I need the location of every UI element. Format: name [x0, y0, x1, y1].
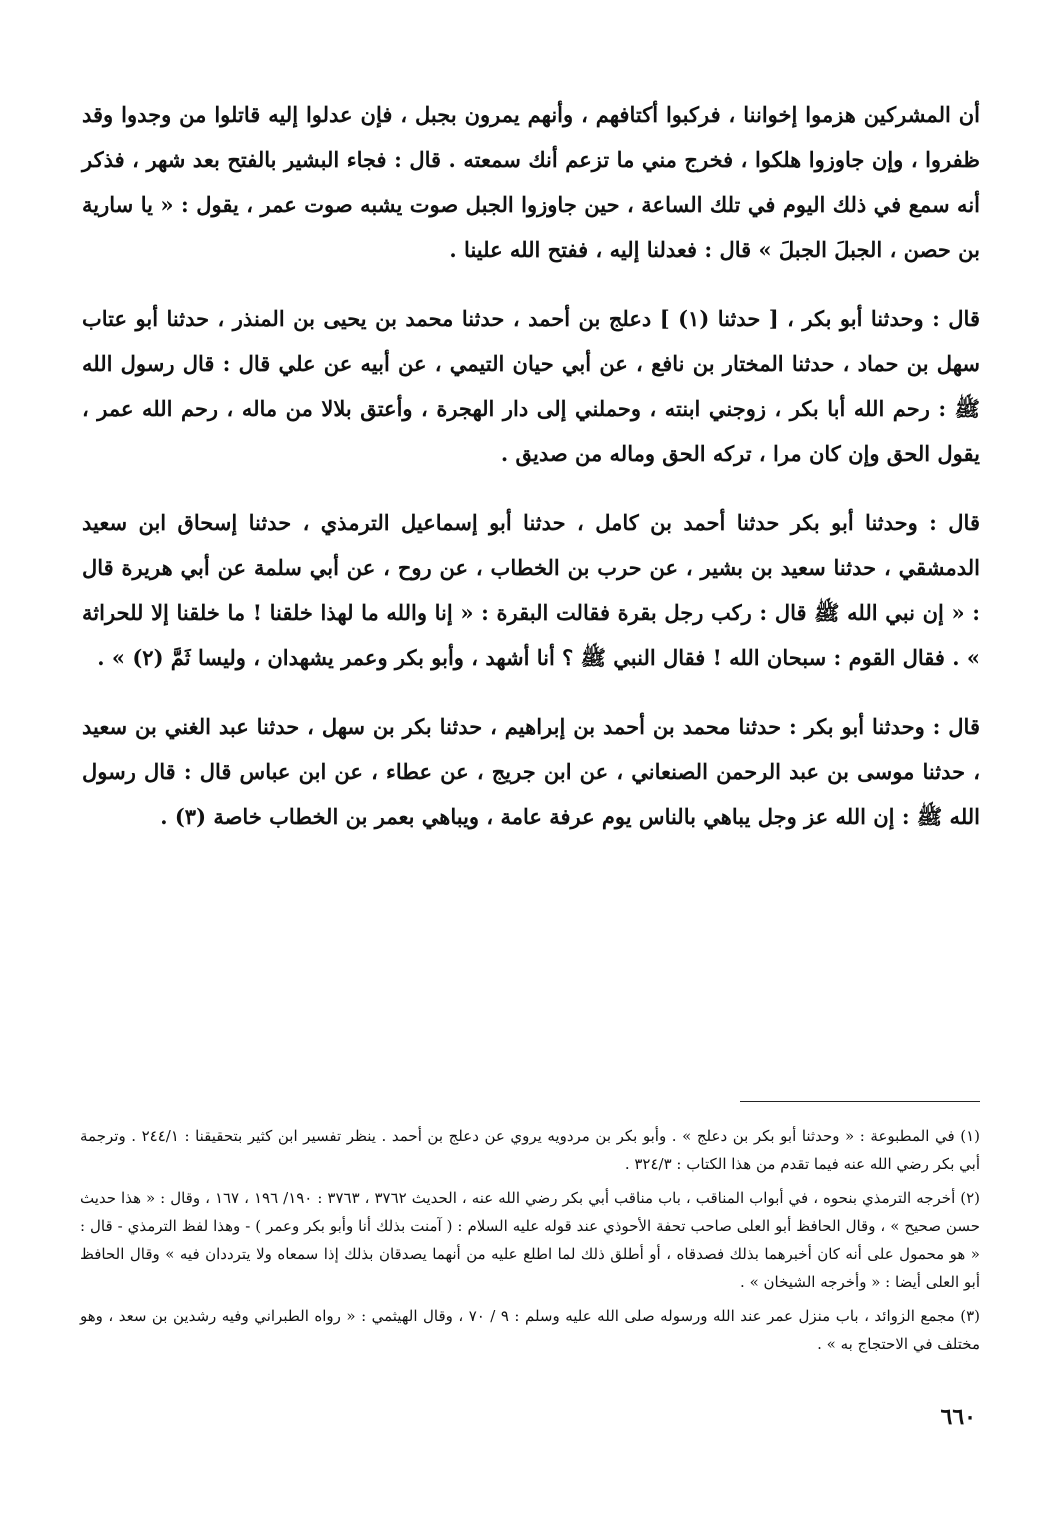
- footnote-1: (١) في المطبوعة : « وحدثنا أبو بكر بن دعلج » . وأبو بكر بن مردويه يروي عن دعلج بن أحمد . ينظر تفسير ابن كثير بتحقيقنا : ٢٤٤/١ . وترجمة أبي بكر رضي الله عنه فيما تقدم من هذا الكتاب : ٣٢٤/٣ .: [80, 1127, 980, 1173]
- paragraph-1: أن المشركين هزموا إخواننا ، فركبوا أكتافهم ، وأنهم يمرون بجبل ، فإن عدلوا إليه قاتلوا من وجدوا وقد ظفروا ، وإن جاوزوا هلكوا ، فخرج مني ما تزعم أنك سمعته . قال : فجاء البشير بالفتح بعد شهر ، فذكر أنه سمع في ذلك اليوم في تلك الساعة ، حين جاوزوا الجبل صوت يشبه صوت عمر ، يقول : « يا سارية بن حصن ، الجبلَ الجبلَ » قال : فعدلنا إليه ، ففتح الله علينا .: [82, 102, 980, 262]
- paragraph-2: قال : وحدثنا أبو بكر ، [ حدثنا (١) ] دعلج بن أحمد ، حدثنا محمد بن يحيى بن المنذر ، حدثنا أبو عتاب سهل بن حماد ، حدثنا المختار بن نافع ، عن أبي حيان التيمي ، عن أبيه عن علي قال : قال رسول الله ﷺ : رحم الله أبا بكر ، زوجني ابنته ، وحملني إلى دار الهجرة ، وأعتق بلالا من ماله ، رحم الله عمر ، يقول الحق وإن كان مرا ، تركه الحق وماله من صديق .: [82, 306, 980, 466]
- footnotes: [80, 1122, 980, 1364]
- paragraph-4: قال : وحدثنا أبو بكر : حدثنا محمد بن أحمد بن إبراهيم ، حدثنا بكر بن سهل ، حدثنا عبد الغني بن سعيد ، حدثنا موسى بن عبد الرحمن الصنعاني ، عن ابن جريج ، عن عطاء ، عن ابن عباس قال : قال رسول الله ﷺ : إن الله عز وجل يباهي بالناس يوم عرفة عامة ، ويباهي بعمر بن الخطاب خاصة (٣) .: [82, 714, 980, 829]
- footnote-2: (٢) أخرجه الترمذي بنحوه ، في أبواب المناقب ، باب مناقب أبي بكر رضي الله عنه ، الحديث ٣٧٦٢ ، ٣٧٦٣ : ١٩٠/ ١٩٦ ، ١٦٧ ، وقال : « هذا حديث حسن صحيح » ، وقال الحافظ أبو العلى صاحب تحفة الأحوذي عند قوله عليه السلام : ( آمنت بذلك أنا وأبو بكر وعمر ) - وهذا لفظ الترمذي - قال : « هو محمول على أنه كان أخبرهما بذلك فصدقاه ، أو أطلق ذلك لما اطلع عليه من أنهما يصدقان بذلك إذا سمعاه ولا يترددان فيه » وقال الحافظ أبو العلى أيضا : « وأخرجه الشيخان » .: [80, 1189, 981, 1291]
- footnote-divider: [740, 1101, 980, 1102]
- footnote-3: (٣) مجمع الزوائد ، باب منزل عمر عند الله ورسوله صلى الله عليه وسلم : ٩ / ٧٠ ، وقال الهيثمي : « رواه الطبراني وفيه رشدين بن سعد ، وهو مختلف في الاحتجاج به » .: [80, 1307, 980, 1353]
- page-number: ٦٦٠: [940, 1404, 976, 1430]
- paragraph-3: قال : وحدثنا أبو بكر حدثنا أحمد بن كامل ، حدثنا أبو إسماعيل الترمذي ، حدثنا إسحاق ابن سعيد الدمشقي ، حدثنا سعيد بن بشير ، عن حرب بن الخطاب ، عن روح ، عن أبي سلمة عن أبي هريرة قال : « إن نبي الله ﷺ قال : ركب رجل بقرة فقالت البقرة : « إنا والله ما لهذا خلقنا ! ما خلقنا إلا للحراثة » . فقال القوم : سبحان الله ! فقال النبي ﷺ ؟ أنا أشهد ، وأبو بكر وعمر يشهدان ، وليسا ثَمَّ (٢) » .: [82, 510, 980, 670]
